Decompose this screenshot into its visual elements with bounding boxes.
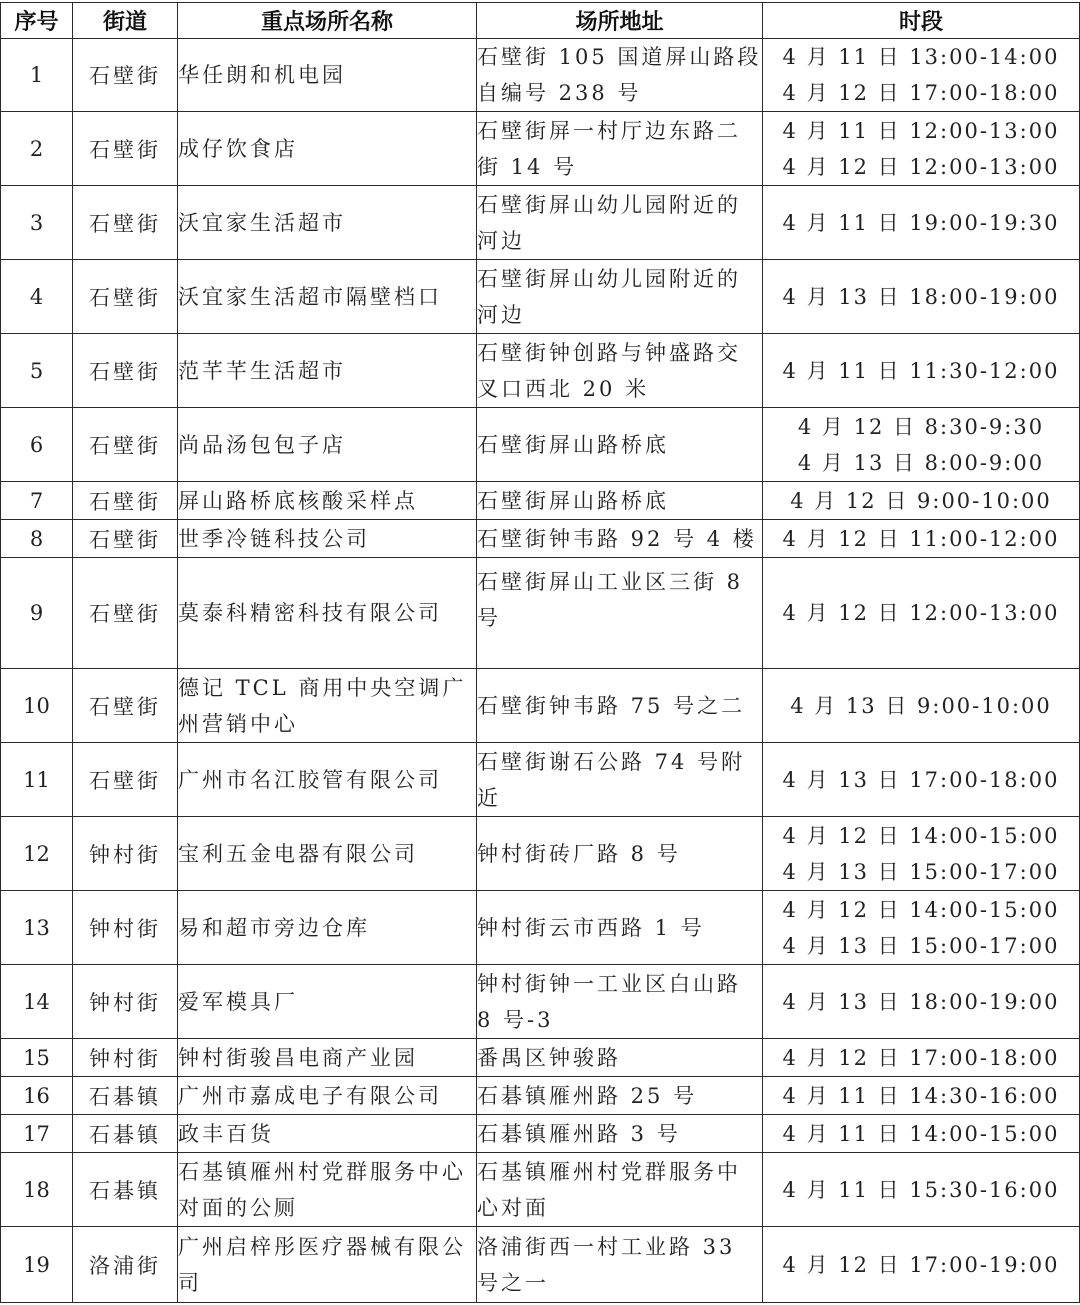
venue-name-cell: 沃宜家生活超市隔壁档口 (178, 260, 477, 334)
serial-no-cell: 17 (1, 1115, 73, 1153)
time-slot: 4 月 12 日 12:00-13:00 (782, 601, 1060, 625)
venue-address-cell: 石基镇雁州村党群服务中心对面 (477, 1153, 763, 1227)
street-cell: 石碁镇 (73, 1077, 178, 1115)
time-slot: 4 月 11 日 12:00-13:00 (782, 118, 1060, 143)
street-cell: 石壁街 (73, 39, 178, 112)
venue-name-cell: 广州市名江胶管有限公司 (178, 743, 477, 817)
serial-no-cell: 14 (1, 965, 73, 1039)
serial-no-cell: 16 (1, 1077, 73, 1115)
venue-name-cell: 德记 TCL 商用中央空调广州营销中心 (178, 669, 477, 743)
time-slot: 4 月 11 日 11:30-12:00 (782, 358, 1060, 383)
time-period-cell (763, 408, 1080, 482)
venue-name-cell: 莫泰科精密科技有限公司 (178, 558, 477, 669)
time-period-cell (763, 520, 1080, 558)
street-cell: 石壁街 (73, 112, 178, 186)
time-period-cell (763, 186, 1080, 260)
time-slot: 4 月 11 日 14:30-16:00 (782, 1083, 1060, 1108)
serial-no-cell: 12 (1, 817, 73, 891)
time-period-cell (763, 112, 1080, 186)
time-slot: 4 月 13 日 8:00-9:00 (797, 450, 1045, 475)
time-slot: 4 月 13 日 15:00-17:00 (782, 859, 1060, 884)
street-cell: 石壁街 (73, 520, 178, 558)
time-slot: 4 月 12 日 12:00-13:00 (782, 154, 1060, 179)
table-row (1, 186, 1080, 260)
table-header-row (1, 3, 1080, 39)
venue-name-cell: 范芊芊生活超市 (178, 334, 477, 408)
venue-address-cell: 石壁街谢石公路 74 号附近 (477, 743, 763, 817)
venue-address-cell: 石壁街钟创路与钟盛路交叉口西北 20 米 (477, 334, 763, 408)
time-slot: 4 月 12 日 17:00-18:00 (782, 81, 1060, 105)
venue-address-cell: 石壁街屏一村厅边东路二街 14 号 (477, 112, 763, 186)
serial-no-cell: 13 (1, 891, 73, 965)
time-period-cell (763, 39, 1080, 112)
table-row (1, 817, 1080, 891)
venue-name-cell: 屏山路桥底核酸采样点 (178, 482, 477, 520)
street-cell: 石碁镇 (73, 1153, 178, 1227)
venue-address-cell: 石壁街钟韦路 92 号 4 楼 (477, 520, 763, 558)
table-row (1, 39, 1080, 112)
serial-no-cell: 1 (1, 39, 73, 112)
serial-no-cell: 11 (1, 743, 73, 817)
venue-address-cell: 石壁街屏山路桥底 (477, 482, 763, 520)
serial-no-cell: 19 (1, 1227, 73, 1303)
venue-address-cell: 洛浦街西一村工业路 33 号之一 (477, 1227, 763, 1303)
venue-name-cell: 钟村街骏昌电商产业园 (178, 1039, 477, 1077)
street-cell: 石壁街 (73, 743, 178, 817)
table-row (1, 891, 1080, 965)
time-period-cell (763, 260, 1080, 334)
header-street: 街道 (73, 3, 178, 39)
street-cell: 石壁街 (73, 260, 178, 334)
street-cell: 石壁街 (73, 408, 178, 482)
street-cell: 钟村街 (73, 817, 178, 891)
table-row (1, 520, 1080, 558)
street-cell: 石壁街 (73, 334, 178, 408)
time-period-cell (763, 891, 1080, 965)
serial-no-cell: 6 (1, 408, 73, 482)
venue-address-cell: 石碁镇雁州路 25 号 (477, 1077, 763, 1115)
time-slot: 4 月 12 日 8:30-9:30 (797, 414, 1045, 439)
venue-address-cell: 石壁街钟韦路 75 号之二 (477, 669, 763, 743)
time-period-cell (763, 669, 1080, 743)
time-period-cell (763, 743, 1080, 817)
street-cell: 石壁街 (73, 482, 178, 520)
street-cell: 石壁街 (73, 669, 178, 743)
time-slot: 4 月 11 日 19:00-19:30 (782, 210, 1060, 235)
venue-name-cell: 爱军模具厂 (178, 965, 477, 1039)
time-slot: 4 月 13 日 9:00-10:00 (790, 693, 1052, 718)
table-row (1, 743, 1080, 817)
venue-address-cell: 石碁镇雁州路 3 号 (477, 1115, 763, 1153)
venue-address-cell: 石壁街屏山幼儿园附近的河边 (477, 260, 763, 334)
serial-no-cell: 18 (1, 1153, 73, 1227)
serial-no-cell: 9 (1, 558, 73, 669)
serial-no-cell: 7 (1, 482, 73, 520)
locations-table (0, 2, 1080, 1303)
venue-address-cell: 番禺区钟骏路 (477, 1039, 763, 1077)
time-slot: 4 月 12 日 14:00-15:00 (782, 823, 1060, 848)
time-period-cell (763, 1115, 1080, 1153)
header-time-period: 时段 (763, 3, 1080, 39)
time-period-cell (763, 1153, 1080, 1227)
time-period-cell (763, 482, 1080, 520)
time-slot: 4 月 12 日 14:00-15:00 (782, 897, 1060, 922)
time-period-cell (763, 334, 1080, 408)
serial-no-cell: 5 (1, 334, 73, 408)
header-venue-address: 场所地址 (477, 3, 763, 39)
venue-address-cell: 钟村街云市西路 1 号 (477, 891, 763, 965)
street-cell: 石壁街 (73, 558, 178, 669)
venue-name-cell: 宝利五金电器有限公司 (178, 817, 477, 891)
time-slot: 4 月 13 日 17:00-18:00 (782, 767, 1060, 792)
venue-name-cell: 易和超市旁边仓库 (178, 891, 477, 965)
table-row (1, 260, 1080, 334)
venue-name-cell: 华任朗和机电园 (178, 39, 477, 112)
time-slot: 4 月 11 日 13:00-14:00 (782, 45, 1060, 69)
time-period-cell (763, 817, 1080, 891)
venue-name-cell: 尚品汤包包子店 (178, 408, 477, 482)
table-row (1, 482, 1080, 520)
time-slot: 4 月 11 日 14:00-15:00 (782, 1121, 1060, 1146)
time-slot: 4 月 13 日 18:00-19:00 (782, 989, 1060, 1014)
table-row (1, 408, 1080, 482)
venue-name-cell: 沃宜家生活超市 (178, 186, 477, 260)
time-period-cell (763, 1077, 1080, 1115)
venue-name-cell: 世季冷链科技公司 (178, 520, 477, 558)
venue-name-cell: 成仔饮食店 (178, 112, 477, 186)
street-cell: 钟村街 (73, 1039, 178, 1077)
venue-address-cell: 石壁街 105 国道屏山路段自编号 238 号 (477, 39, 763, 112)
venue-address-cell: 石壁街屏山幼儿园附近的河边 (477, 186, 763, 260)
table-row (1, 1077, 1080, 1115)
street-cell: 石壁街 (73, 186, 178, 260)
venue-name-cell: 广州市嘉成电子有限公司 (178, 1077, 477, 1115)
header-serial-no: 序号 (1, 3, 73, 39)
serial-no-cell: 10 (1, 669, 73, 743)
table-body (1, 39, 1080, 1303)
table-row (1, 669, 1080, 743)
street-cell: 洛浦街 (73, 1227, 178, 1303)
venue-name-cell: 石基镇雁州村党群服务中心对面的公厕 (178, 1153, 477, 1227)
time-slot: 4 月 13 日 15:00-17:00 (782, 933, 1060, 958)
table-row (1, 1153, 1080, 1227)
table-row (1, 112, 1080, 186)
venue-name-cell: 政丰百货 (178, 1115, 477, 1153)
time-slot: 4 月 12 日 9:00-10:00 (790, 488, 1052, 513)
time-period-cell (763, 1227, 1080, 1303)
table-row (1, 558, 1080, 669)
table-row (1, 334, 1080, 408)
time-period-cell (763, 558, 1080, 669)
table-row (1, 1039, 1080, 1077)
time-slot: 4 月 11 日 15:30-16:00 (782, 1177, 1060, 1202)
venue-address-cell: 石壁街屏山工业区三街 8 号 (477, 558, 763, 669)
street-cell: 石碁镇 (73, 1115, 178, 1153)
serial-no-cell: 2 (1, 112, 73, 186)
venue-address-cell: 钟村街钟一工业区白山路 8 号-3 (477, 965, 763, 1039)
venue-address-cell: 钟村街砖厂路 8 号 (477, 817, 763, 891)
venue-address-cell: 石壁街屏山路桥底 (477, 408, 763, 482)
time-period-cell (763, 1039, 1080, 1077)
time-slot: 4 月 13 日 18:00-19:00 (782, 284, 1060, 309)
time-period-cell (763, 965, 1080, 1039)
table-row (1, 965, 1080, 1039)
serial-no-cell: 8 (1, 520, 73, 558)
table-row (1, 1115, 1080, 1153)
time-slot: 4 月 12 日 17:00-19:00 (782, 1252, 1060, 1277)
serial-no-cell: 3 (1, 186, 73, 260)
serial-no-cell: 15 (1, 1039, 73, 1077)
street-cell: 钟村街 (73, 891, 178, 965)
header-venue-name: 重点场所名称 (178, 3, 477, 39)
venue-name-cell: 广州启梓彤医疗器械有限公司 (178, 1227, 477, 1303)
time-slot: 4 月 12 日 17:00-18:00 (782, 1045, 1060, 1070)
time-slot: 4 月 12 日 11:00-12:00 (782, 526, 1060, 551)
table-row (1, 1227, 1080, 1303)
serial-no-cell: 4 (1, 260, 73, 334)
street-cell: 钟村街 (73, 965, 178, 1039)
